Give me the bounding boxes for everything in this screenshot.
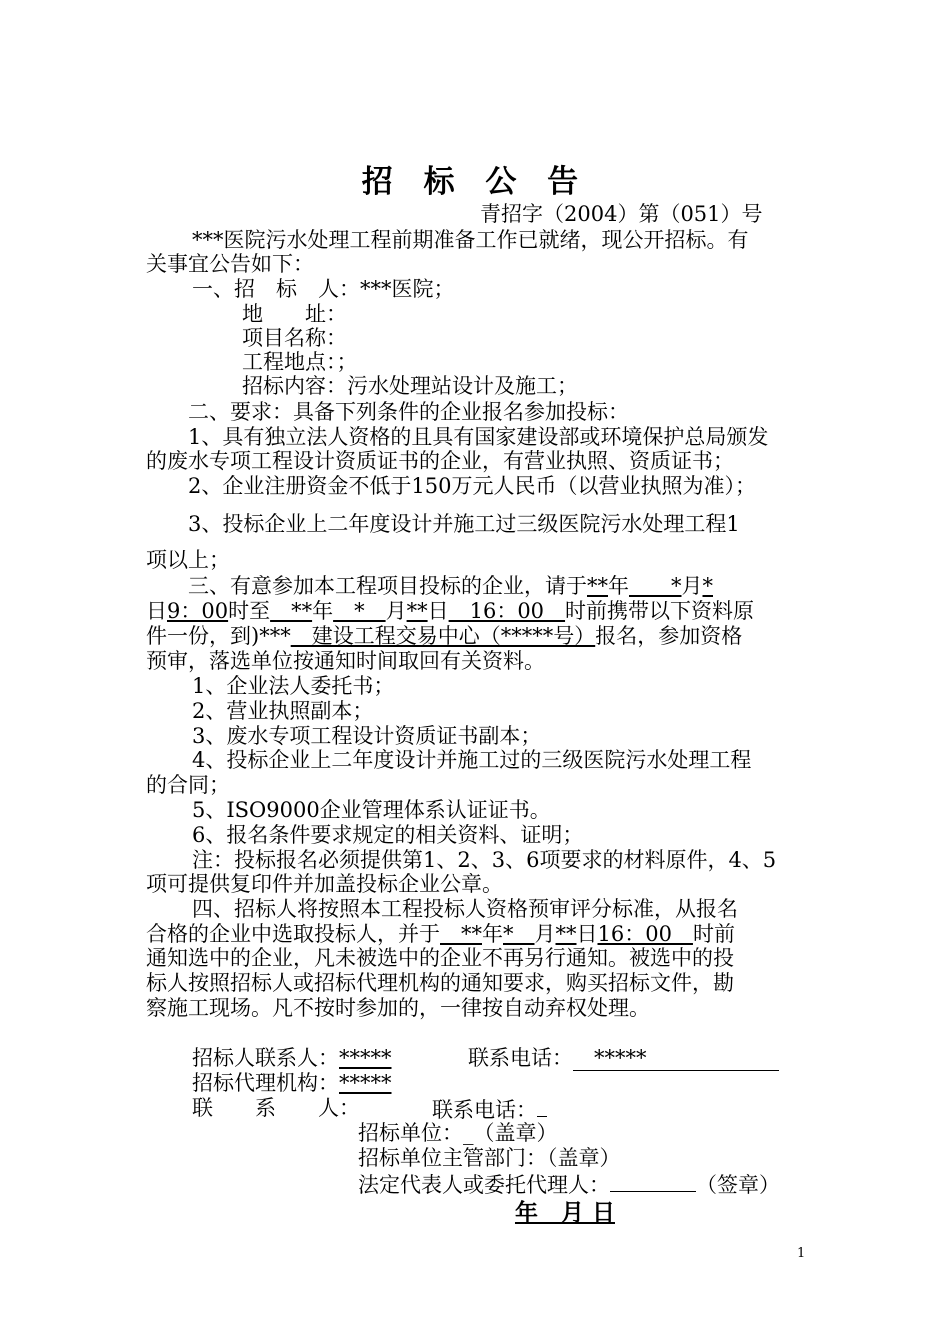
section4-line-1: 四、招标人将按照本工程投标人资格预审评分标准，从报名 [192,897,738,921]
registration-year-value: ** [587,574,608,598]
section4-line-5: 察施工现场。凡不按时参加的，一律按自动弃权处理。 [146,996,650,1020]
registration-text: 三、有意参加本工程项目投标的企业，请于 [188,574,587,598]
requirement-3b: 项以上； [146,548,230,572]
material-item-5: 5、ISO9000企业管理体系认证证书。 [192,798,551,822]
page-number: 1 [797,1246,806,1261]
agency-value: ***** [339,1071,392,1095]
notify-year-value: ** [440,922,482,946]
signature-blank [610,1171,696,1192]
day-label: 日 [146,599,167,623]
project-name-line: 项目名称： [242,326,347,350]
phone-line [468,1046,779,1071]
section4-tail: 时前 [692,922,735,946]
tenderer-contact-line [192,1046,392,1070]
note-line-1: 注：投标报名必须提供第1、2、3、6项要求的材料原件，4、5 [192,848,777,872]
end-time: 16：00 [448,599,566,623]
section4-line-4: 标人按照招标人或招标代理机构的通知要求，购买招标文件，勘 [146,971,734,995]
agency-label: 招标代理机构： [192,1071,339,1095]
requirements-heading: 二、要求：具备下列条件的企业报名参加投标： [188,400,629,424]
day-label: 日 [576,922,598,946]
location-line: 工程地点：； [242,350,358,374]
note-line-2: 项可提供复印件并加盖投标企业公章。 [146,872,503,896]
registration-tail: 时前携带以下资料原 [565,599,755,623]
registration-month-value: * [629,574,682,598]
material-item-4a: 4、投标企业上二年度设计并施工过的三级医院污水处理工程 [192,748,752,772]
tenderer-contact-value: ***** [339,1046,392,1070]
registration-line-1 [188,574,713,598]
registration-place-tail: 报名，参加资格 [595,624,743,648]
month-label: 月 [385,599,407,623]
signature-label: （签章） [696,1173,780,1197]
year-label: 年 [608,574,629,598]
intro-line-2: 关事宜公告如下： [146,252,314,276]
year-label: 年 [482,922,503,946]
notify-month-value: * [503,922,535,946]
representative-label: 法定代表人或委托代理人： [358,1173,610,1197]
registration-place: 建设工程交易中心（*****号） [290,624,596,648]
phone-value: ***** [573,1046,779,1071]
requirement-2: 2、企业注册资金不低于150万元人民币（以营业执照为准）； [188,474,756,498]
day-label: 日 [427,599,449,623]
requirement-1a: 1、具有独立法人资格的且具有国家建设部或环境保护总局颁发 [188,425,769,449]
end-year-value: ** [270,599,313,623]
phone2-blank [537,1096,547,1117]
month-label: 月 [681,574,703,598]
start-time: 9：00 [167,599,229,623]
registration-place-prefix: 件一份，到)*** [146,624,291,648]
authority-line: 招标单位主管部门：（盖章） [358,1146,621,1170]
material-item-4b: 的合同； [146,773,230,797]
end-day-value: ** [406,599,428,623]
year-label: 年 [312,599,334,623]
notify-time: 16：00 [597,922,693,946]
month-label: 月 [534,922,556,946]
notify-day-value: ** [555,922,577,946]
section4-line-2 [146,922,735,946]
registration-line-3 [146,624,742,648]
requirement-1b: 的废水专项工程设计资质证书的企业，有营业执照、资质证书； [146,449,734,473]
phone-label: 联系电话： [468,1046,573,1070]
to-label: 时至 [228,599,271,623]
date-line: 年 月 日 [514,1200,615,1226]
material-item-3: 3、废水专项工程设计资质证书副本； [192,724,542,748]
intro-line-1: ***医院污水处理工程前期准备工作已就绪，现公开招标。有 [192,228,749,252]
registration-line-4: 预审，落选单位按通知时间取回有关资料。 [146,649,545,673]
agency-line [192,1071,392,1095]
section4-text: 合格的企业中选取投标人，并于 [146,922,440,946]
material-item-6: 6、报名条件要求规定的相关资料、证明； [192,823,584,847]
material-item-1: 1、企业法人委托书； [192,674,395,698]
registration-line-2 [146,599,754,623]
phone2-line [432,1096,547,1122]
tenderer-contact-label: 招标人联系人： [192,1046,339,1070]
document-title: 招 标 公 告 [361,164,589,200]
tenderer-line: 一、招 标 人：***医院； [192,277,455,301]
content-line: 招标内容：污水处理站设计及施工； [242,374,578,398]
phone2-label: 联系电话： [432,1098,537,1122]
end-month-value: * [333,599,386,623]
section4-line-3: 通知选中的企业，凡未被选中的企业不再另行通知。被选中的投 [146,946,734,970]
requirement-3a: 3、投标企业上二年度设计并施工过三级医院污水处理工程1 [188,512,740,536]
registration-day-value: * [702,574,713,598]
tender-unit-line: 招标单位：_（盖章） [358,1121,558,1145]
contact-person-label: 联 系 人： [192,1096,360,1120]
material-item-2: 2、营业执照副本； [192,699,374,723]
document-number: 青招字（2004）第（051）号 [480,202,763,226]
address-line: 地 址： [242,302,347,326]
